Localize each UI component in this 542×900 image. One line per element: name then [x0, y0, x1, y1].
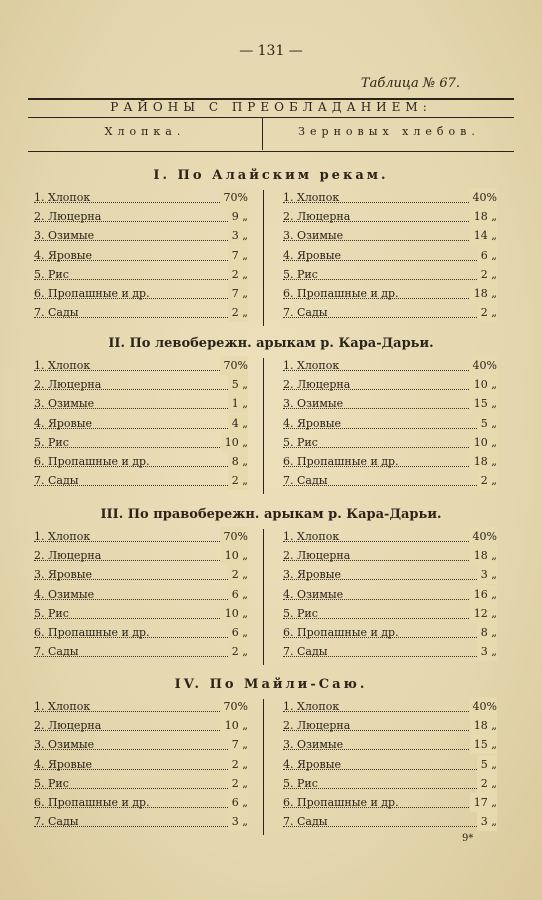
table-row [283, 642, 497, 661]
table-row [34, 188, 248, 207]
table-row [34, 623, 248, 642]
table-row [283, 207, 497, 226]
crop-share-value: 2 „ [228, 265, 248, 284]
crop-label: 4. Яровые [34, 757, 92, 771]
table-header-bottom-rule [28, 151, 514, 152]
table-row [34, 697, 248, 716]
crop-label: 5. Рис [34, 776, 69, 790]
crop-share-value: 15 „ [470, 735, 497, 754]
crop-label: 4. Яровые [34, 248, 92, 262]
table-row [283, 375, 497, 394]
crop-share-value: 2 „ [477, 774, 497, 793]
table-row [283, 623, 497, 642]
table-row [34, 716, 248, 735]
crop-label: 6. Пропашные и др. [34, 455, 150, 468]
column-header-cotton: Хлопка. [104, 125, 186, 138]
table-row [34, 546, 248, 565]
crop-share-value: 12 „ [470, 604, 497, 623]
table-row [283, 735, 497, 754]
crop-label: 5. Рис [283, 267, 318, 281]
table-row [283, 755, 497, 774]
column-header-grain: Зерновых хлебов. [298, 125, 480, 138]
crop-label: 5. Рис [34, 267, 69, 281]
crop-share-value: 4 „ [228, 414, 248, 433]
table-row [34, 642, 248, 661]
crop-label: 3. Озимые [34, 229, 95, 243]
crop-label: 6. Пропашные и др. [283, 626, 399, 639]
crop-share-value: 40% [469, 356, 497, 375]
crop-share-value: 2 „ [477, 471, 497, 490]
crop-share-value: 8 „ [477, 623, 497, 642]
table-row [34, 774, 248, 793]
crop-label: 4. Яровые [283, 248, 341, 262]
crop-label: 6. Пропашные и др. [283, 796, 399, 809]
crop-share-value: 3 „ [228, 812, 248, 831]
crop-share-value: 40% [469, 527, 497, 546]
crop-label: 6. Пропашные и др. [34, 626, 150, 639]
table-row [283, 716, 497, 735]
table-row [283, 394, 497, 413]
table-header-rule [28, 117, 514, 118]
table-row [283, 303, 497, 322]
table-row [34, 394, 248, 413]
table-number: Таблица № 67. [360, 76, 460, 91]
crop-share-value: 15 „ [470, 394, 497, 413]
table-row [283, 774, 497, 793]
crop-label: 3. Озимые [34, 738, 95, 752]
column-divider [263, 529, 264, 665]
table-super-header: РАЙОНЫ С ПРЕОБЛАДАНИЕМ: [110, 100, 432, 114]
crop-label: 6. Пропашные и др. [34, 796, 150, 809]
crop-label: 1. Хлопок [34, 359, 91, 372]
crop-share-value: 6 „ [228, 623, 248, 642]
crop-label: 7. Сады [34, 645, 79, 659]
crop-share-value: 2 „ [228, 642, 248, 661]
crop-share-value: 1 „ [228, 394, 248, 413]
table-row [34, 433, 248, 452]
crop-share-value: 10 „ [470, 375, 497, 394]
crop-label: 2. Люцерна [283, 210, 351, 224]
crop-label: 4. Яровые [34, 416, 92, 430]
table-row [34, 735, 248, 754]
crop-label: 1. Хлопок [283, 530, 340, 543]
crop-share-value: 16 „ [470, 585, 497, 604]
table-row [34, 284, 248, 303]
crop-share-value: 2 „ [228, 471, 248, 490]
crop-label: 4. Озимые [283, 587, 344, 601]
crop-label: 1. Хлопок [34, 530, 91, 543]
table-row [283, 284, 497, 303]
crop-label: 7. Сады [283, 645, 328, 659]
table-row [34, 303, 248, 322]
crop-share-value: 2 „ [228, 303, 248, 322]
crop-share-value: 7 „ [228, 246, 248, 265]
crop-share-value: 18 „ [470, 207, 497, 226]
table-row [283, 265, 497, 284]
table-row [34, 755, 248, 774]
table-row [283, 697, 497, 716]
column-divider [263, 358, 264, 494]
table-row [34, 527, 248, 546]
crop-label: 5. Рис [283, 435, 318, 449]
crop-label: 5. Рис [34, 606, 69, 620]
crop-label: 7. Сады [283, 815, 328, 829]
crop-label: 3. Озимые [34, 397, 95, 411]
header-column-divider [262, 118, 263, 150]
table-row [283, 226, 497, 245]
column-divider [263, 699, 264, 835]
crop-label: 7. Сады [283, 474, 328, 488]
crop-label: 5. Рис [283, 606, 318, 620]
crop-label: 3. Яровые [283, 568, 341, 582]
table-row [34, 585, 248, 604]
crop-label: 3. Яровые [34, 568, 92, 582]
crop-label: 4. Озимые [34, 587, 95, 601]
crop-share-value: 14 „ [470, 226, 497, 245]
crop-label: 2. Люцерна [283, 719, 351, 733]
crop-share-value: 3 „ [477, 565, 497, 584]
section-title: III. По правобережн. арыкам р. Кара-Дарьи. [100, 507, 442, 522]
table-row [283, 471, 497, 490]
table-row [283, 356, 497, 375]
table-row [34, 375, 248, 394]
table-row [283, 527, 497, 546]
table-row [283, 812, 497, 831]
crop-share-value: 2 „ [228, 755, 248, 774]
crop-share-value: 6 „ [228, 585, 248, 604]
crop-label: 7. Сады [283, 306, 328, 320]
crop-label: 6. Пропашные и др. [283, 287, 399, 300]
crop-label: 3. Озимые [283, 229, 344, 243]
crop-share-value: 10 „ [221, 546, 248, 565]
crop-share-value: 7 „ [228, 735, 248, 754]
crop-share-value: 70% [220, 527, 248, 546]
crop-share-value: 5 „ [477, 414, 497, 433]
crop-share-value: 2 „ [477, 265, 497, 284]
table-row [283, 793, 497, 812]
crop-label: 1. Хлопок [34, 191, 91, 204]
crop-share-value: 7 „ [228, 284, 248, 303]
crop-share-value: 3 „ [477, 642, 497, 661]
crop-share-value: 3 „ [228, 226, 248, 245]
crop-label: 7. Сады [34, 306, 79, 320]
crop-share-value: 70% [220, 697, 248, 716]
section-title: I. По Алайским рекам. [153, 168, 389, 183]
crop-share-value: 2 „ [228, 565, 248, 584]
table-row [34, 265, 248, 284]
table-row [283, 546, 497, 565]
crop-label: 2. Люцерна [283, 378, 351, 392]
table-row [34, 414, 248, 433]
table-row [34, 246, 248, 265]
page-number: — 131 — [239, 43, 303, 59]
table-row [34, 226, 248, 245]
crop-share-value: 17 „ [470, 793, 497, 812]
crop-label: 6. Пропашные и др. [34, 287, 150, 300]
crop-share-value: 5 „ [228, 375, 248, 394]
column-divider [263, 190, 264, 326]
crop-label: 3. Озимые [283, 738, 344, 752]
crop-label: 2. Люцерна [34, 549, 102, 563]
crop-share-value: 18 „ [470, 452, 497, 471]
crop-label: 5. Рис [283, 776, 318, 790]
crop-label: 1. Хлопок [34, 700, 91, 713]
signature-mark: 9* [462, 833, 474, 844]
table-row [283, 246, 497, 265]
crop-share-value: 2 „ [228, 774, 248, 793]
crop-share-value: 18 „ [470, 546, 497, 565]
crop-label: 4. Яровые [283, 416, 341, 430]
crop-share-value: 18 „ [470, 716, 497, 735]
crop-share-value: 3 „ [477, 812, 497, 831]
crop-share-value: 70% [220, 188, 248, 207]
crop-label: 1. Хлопок [283, 700, 340, 713]
table-row [283, 604, 497, 623]
crop-share-value: 18 „ [470, 284, 497, 303]
crop-label: 3. Озимые [283, 397, 344, 411]
table-row [34, 207, 248, 226]
crop-label: 2. Люцерна [34, 210, 102, 224]
crop-share-value: 9 „ [228, 207, 248, 226]
crop-share-value: 5 „ [477, 755, 497, 774]
crop-label: 4. Яровые [283, 757, 341, 771]
crop-label: 2. Люцерна [283, 549, 351, 563]
crop-label: 2. Люцерна [34, 719, 102, 733]
table-row [283, 565, 497, 584]
section-title: II. По левобережн. арыкам р. Кара-Дарьи. [108, 336, 434, 351]
crop-share-value: 10 „ [221, 716, 248, 735]
crop-label: 1. Хлопок [283, 359, 340, 372]
table-row [34, 356, 248, 375]
table-row [283, 188, 497, 207]
crop-share-value: 10 „ [221, 433, 248, 452]
table-row [34, 604, 248, 623]
crop-share-value: 6 „ [477, 246, 497, 265]
crop-label: 6. Пропашные и др. [283, 455, 399, 468]
crop-label: 2. Люцерна [34, 378, 102, 392]
crop-share-value: 2 „ [477, 303, 497, 322]
table-row [34, 471, 248, 490]
crop-share-value: 40% [469, 697, 497, 716]
crop-share-value: 8 „ [228, 452, 248, 471]
crop-share-value: 10 „ [221, 604, 248, 623]
table-row [34, 812, 248, 831]
crop-label: 7. Сады [34, 815, 79, 829]
table-row [283, 433, 497, 452]
crop-share-value: 6 „ [228, 793, 248, 812]
crop-label: 5. Рис [34, 435, 69, 449]
table-row [34, 565, 248, 584]
table-row [283, 585, 497, 604]
section-title: IV. По Майли-Саю. [174, 677, 368, 692]
table-row [34, 452, 248, 471]
crop-label: 1. Хлопок [283, 191, 340, 204]
table-row [283, 452, 497, 471]
crop-share-value: 70% [220, 356, 248, 375]
table-row [34, 793, 248, 812]
crop-share-value: 40% [469, 188, 497, 207]
crop-label: 7. Сады [34, 474, 79, 488]
crop-share-value: 10 „ [470, 433, 497, 452]
table-row [283, 414, 497, 433]
